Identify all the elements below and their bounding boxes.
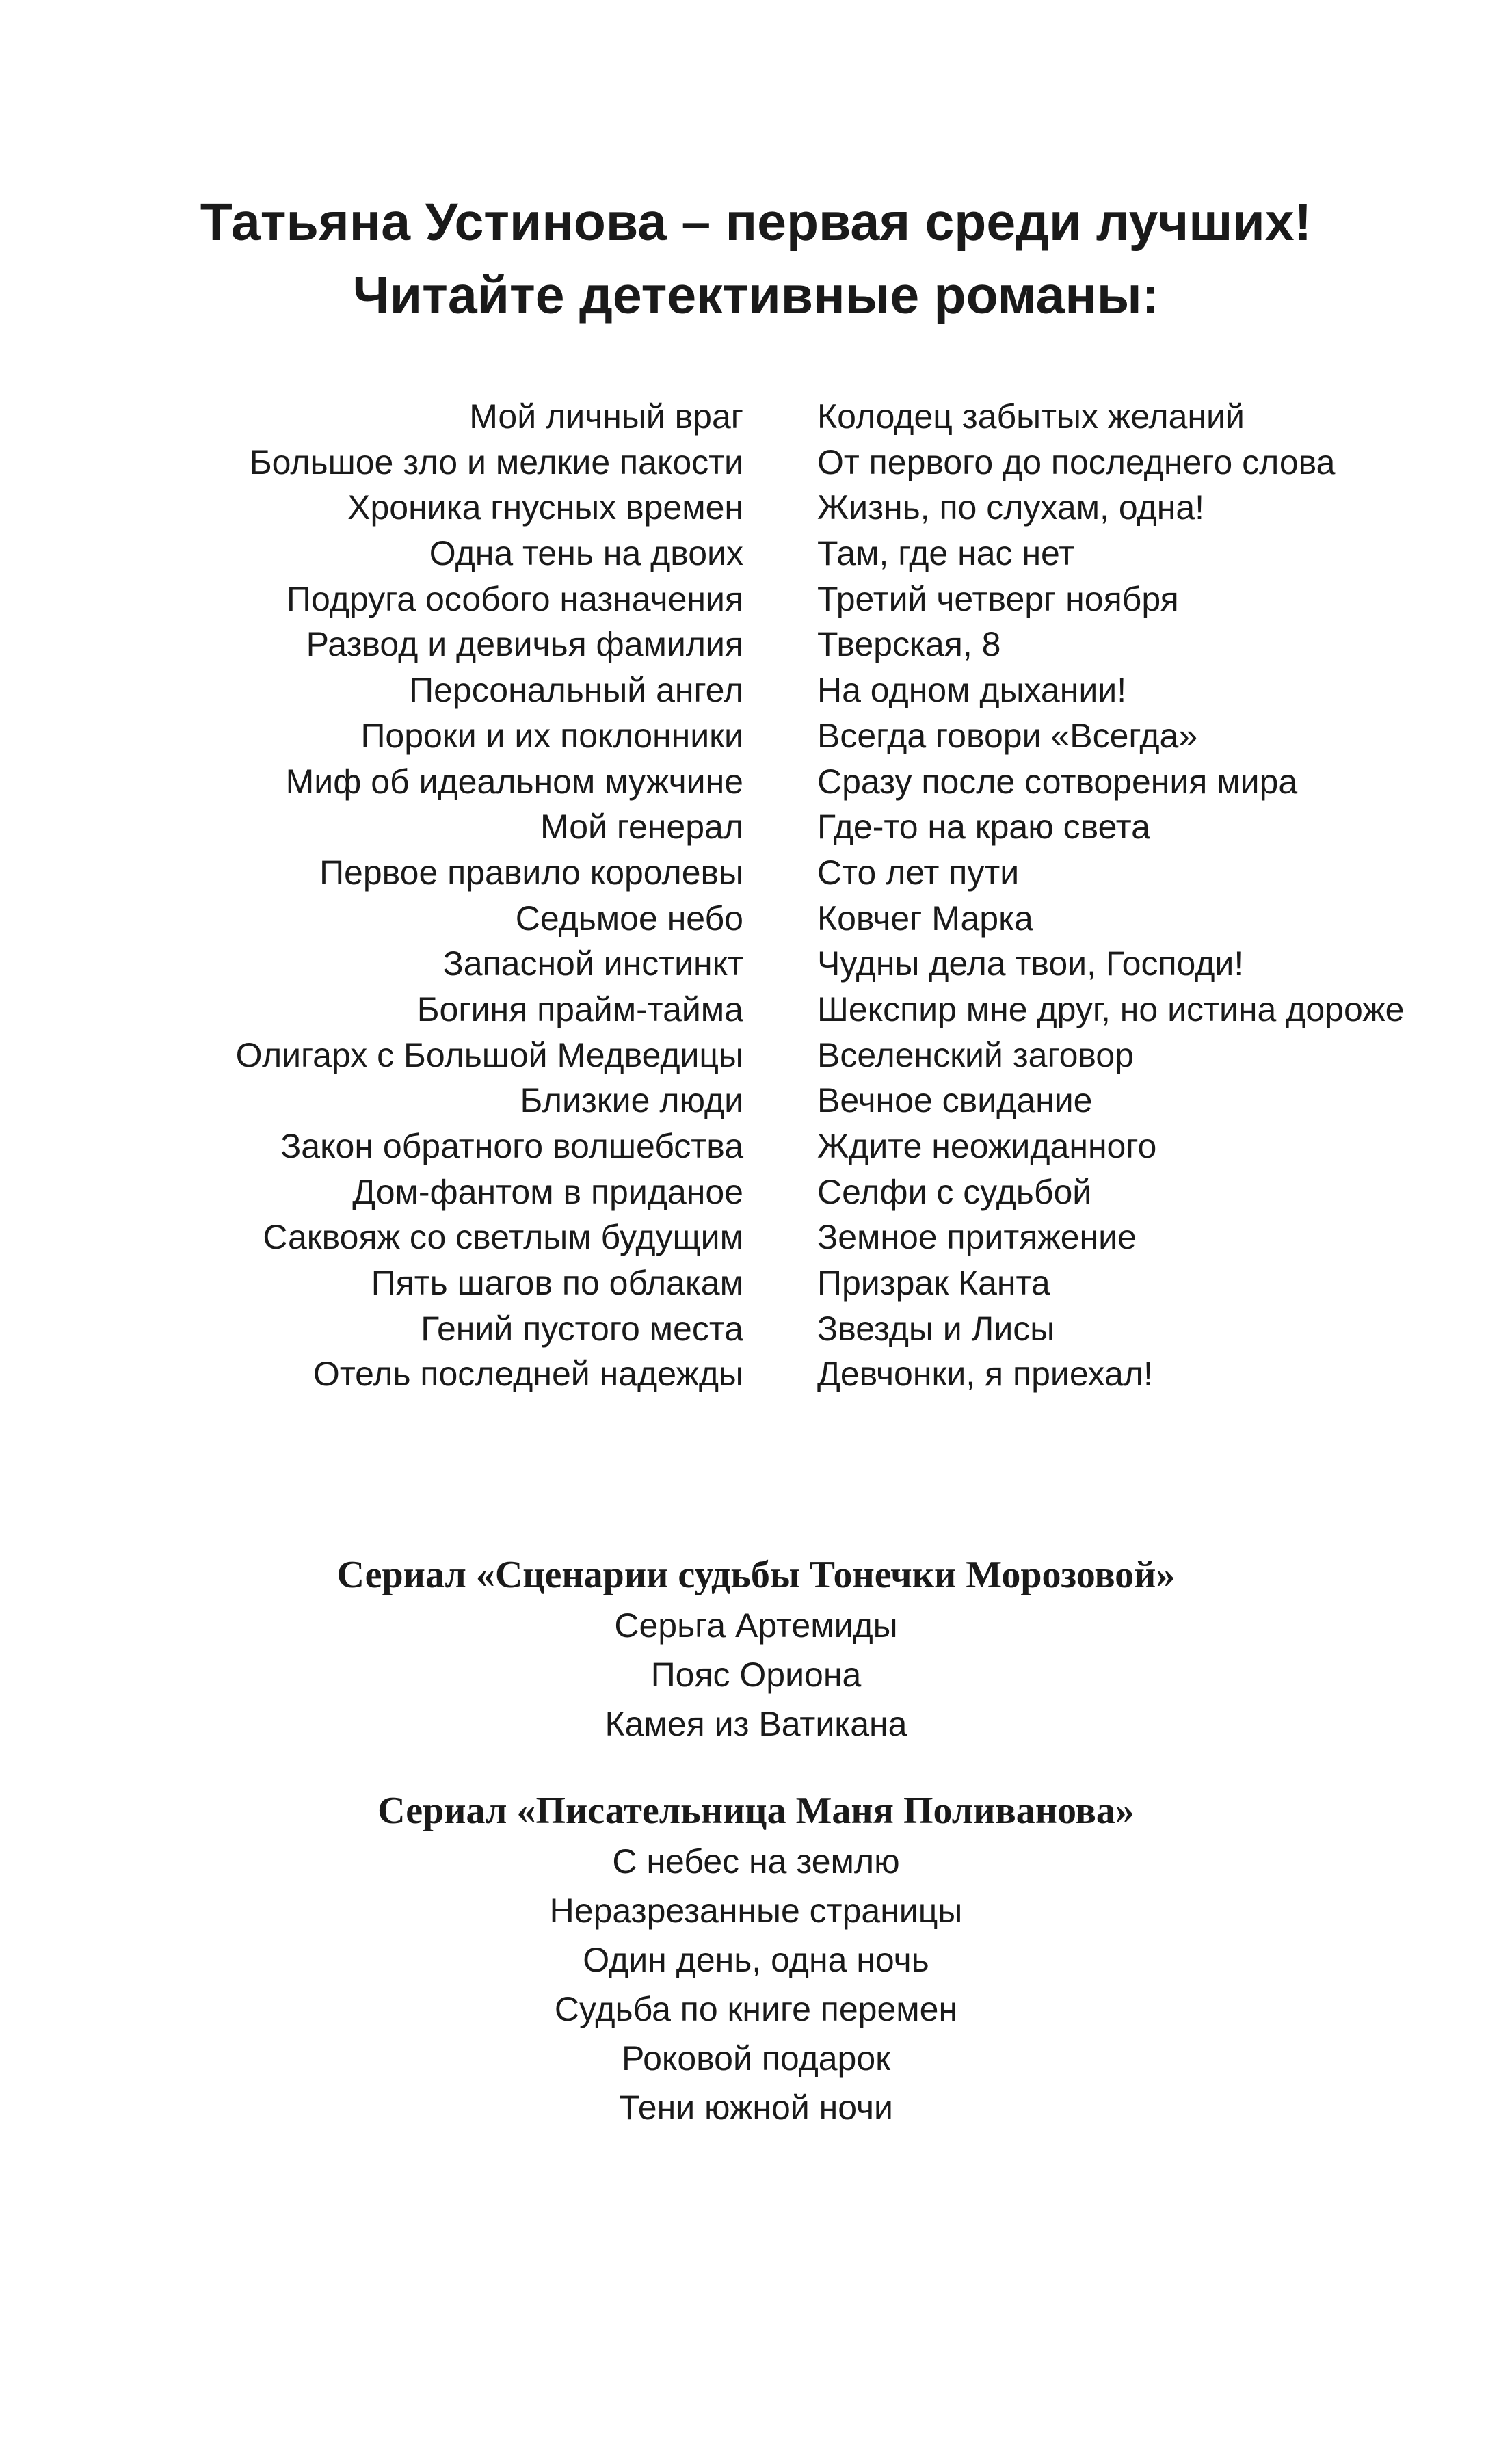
novel-title: Первое правило королевы xyxy=(319,853,743,892)
novel-title: Хроника гнусных времен xyxy=(347,488,743,527)
novel-title: Земное притяжение xyxy=(817,1218,1137,1257)
series-manya-polivanova xyxy=(0,1786,1512,2132)
heading-line-2: Читайте детективные романы: xyxy=(352,266,1160,325)
series-book-title: Камея из Ватикана xyxy=(605,1705,907,1743)
series-book-title: Серьга Артемиды xyxy=(614,1606,898,1645)
page-heading xyxy=(0,186,1512,332)
novel-title: Дом-фантом в приданое xyxy=(352,1172,743,1211)
novel-title: Миф об идеальном мужчине xyxy=(285,762,743,801)
series-title: Сериал «Сценарии судьбы Тонечки Морозовой» xyxy=(336,1554,1176,1596)
novel-title: Пороки и их поклонники xyxy=(360,716,743,755)
novel-title: Шекспир мне друг, но истина дороже xyxy=(817,990,1405,1028)
novel-title: Богиня прайм-тайма xyxy=(416,990,743,1028)
series-title: Сериал «Писательница Маня Поливанова» xyxy=(377,1790,1135,1832)
novel-title: Сразу после сотворения мира xyxy=(817,762,1298,801)
heading-line-1: Татьяна Устинова – первая среди лучших! xyxy=(200,193,1312,252)
novel-title: На одном дыхании! xyxy=(817,671,1127,710)
novel-title: Гений пустого места xyxy=(421,1309,743,1348)
novel-title: Одна тень на двоих xyxy=(429,534,743,573)
novel-title: От первого до последнего слова xyxy=(817,442,1336,481)
novel-title: Там, где нас нет xyxy=(817,534,1075,573)
novel-title: Ждите неожиданного xyxy=(817,1127,1157,1165)
novel-title: Близкие люди xyxy=(520,1081,743,1120)
series-book-title: Один день, одна ночь xyxy=(583,1941,929,1979)
novel-title: Большое зло и мелкие пакости xyxy=(249,442,743,481)
novel-title: Олигарх с Большой Медведицы xyxy=(235,1035,743,1074)
novel-title: Саквояж со светлым будущим xyxy=(263,1218,743,1257)
novel-title: Девчонки, я приехал! xyxy=(817,1355,1153,1394)
novel-title: Седьмое небо xyxy=(515,899,743,938)
novel-title: Селфи с судьбой xyxy=(817,1172,1092,1211)
novel-title: Тверская, 8 xyxy=(817,625,1001,664)
novel-title: Звезды и Лисы xyxy=(817,1309,1055,1348)
novel-title: Чудны дела твои, Господи! xyxy=(817,944,1244,983)
series-tonechka-morozova xyxy=(0,1550,1512,1749)
series-book-title: Тени южной ночи xyxy=(619,2088,893,2127)
novel-title: Жизнь, по слухам, одна! xyxy=(817,488,1205,527)
novel-title: Закон обратного волшебства xyxy=(280,1127,743,1165)
novel-title: Вселенский заговор xyxy=(817,1035,1135,1074)
novel-title: Персональный ангел xyxy=(409,671,743,710)
novel-title: Третий четверг ноября xyxy=(817,579,1179,618)
novel-title: Призрак Канта xyxy=(817,1264,1050,1303)
novels-left-column xyxy=(236,394,743,1397)
series-book-title: Роковой подарок xyxy=(621,2039,891,2078)
novel-title: Пять шагов по облакам xyxy=(371,1264,743,1303)
novel-title: Мой личный враг xyxy=(469,397,743,436)
novel-title: Колодец забытых желаний xyxy=(817,397,1245,436)
series-book-title: Неразрезанные страницы xyxy=(549,1892,963,1930)
novel-title: Подруга особого назначения xyxy=(287,579,743,618)
novel-title: Ковчег Марка xyxy=(817,899,1033,938)
novel-title: Сто лет пути xyxy=(817,853,1020,892)
novel-title: Мой генерал xyxy=(540,808,743,847)
novel-title: Всегда говори «Всегда» xyxy=(817,716,1198,755)
novel-title: Вечное свидание xyxy=(817,1081,1093,1120)
series-book-title: Судьба по книге перемен xyxy=(554,1990,958,2028)
novel-title: Развод и девичья фамилия xyxy=(306,625,743,664)
novels-right-column xyxy=(817,394,1404,1397)
series-book-title: Пояс Ориона xyxy=(650,1656,862,1694)
novel-title: Отель последней надежды xyxy=(313,1355,743,1394)
novel-title: Где-то на краю света xyxy=(817,808,1150,847)
novel-title: Запасной инстинкт xyxy=(442,944,743,983)
series-book-title: С небес на землю xyxy=(612,1842,900,1881)
